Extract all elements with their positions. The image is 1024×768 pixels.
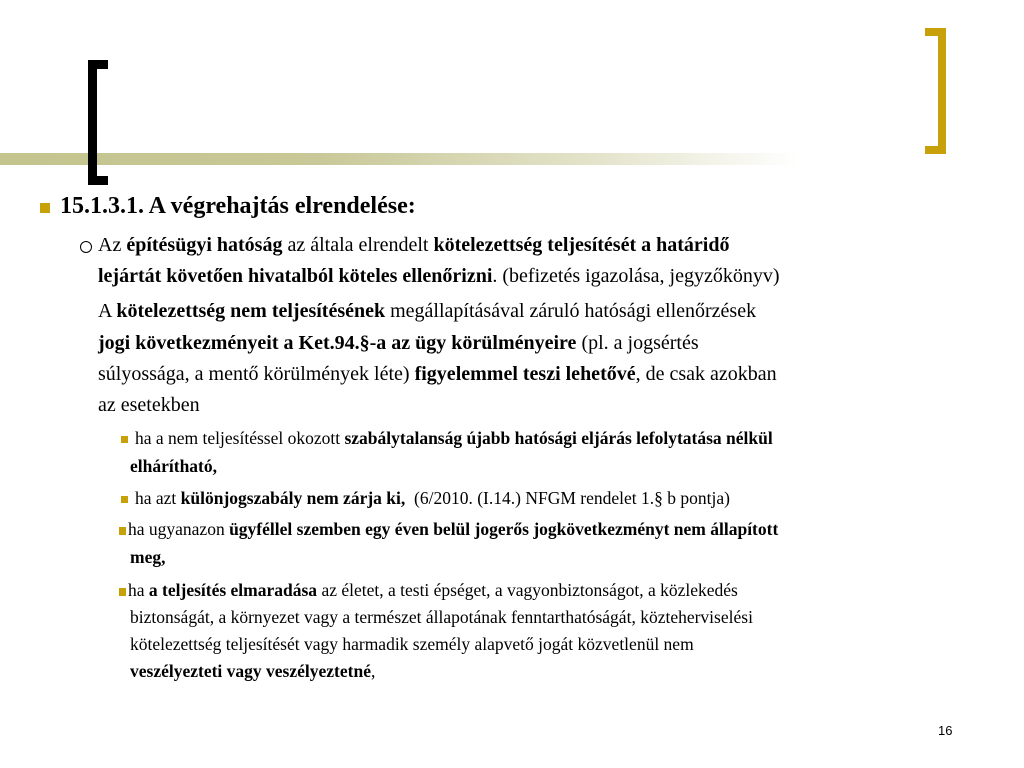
bold-text: építésügyi hatóság <box>126 234 283 256</box>
item-4-line-4 <box>130 661 375 682</box>
paragraph-2-line-3 <box>98 363 777 386</box>
paragraph-2-line-4: az esetekben <box>98 394 200 416</box>
bold-text: figyelemmel teszi lehetővé <box>414 363 636 385</box>
slide-title: 15.1.3.1. A végrehajtás elrendelése: <box>60 193 416 219</box>
text: súlyossága, a mentő körülmények léte) <box>98 363 415 385</box>
bold-text: ügyféllel szemben egy éven belül jogerős jogkövetkezményt nem állapított <box>229 519 779 539</box>
item-bullet-icon <box>121 436 128 443</box>
text: Az <box>98 234 127 256</box>
item-1-line-2: elhárítható, <box>130 456 218 476</box>
title-bullet-icon <box>40 203 50 213</box>
bold-text: kötelezettség nem teljesítésének <box>116 300 386 322</box>
text: megállapításával záruló hatósági ellenőrzések <box>385 300 757 322</box>
bold-text: a teljesítés elmaradása <box>148 580 318 600</box>
right-bracket-decoration <box>925 28 946 154</box>
item-1-line-1 <box>135 428 773 449</box>
item-4-line-3: kötelezettség teljesítését vagy harmadik személy alapvető jogát közvetlenül nem <box>130 634 694 654</box>
header-band <box>0 153 800 165</box>
text: az életet, a testi épséget, a vagyonbiztonságot, a közlekedés <box>317 580 738 600</box>
item-4-line-2: biztonságát, a környezet vagy a természet állapotának fenntarthatóságát, közteherviselési <box>130 607 753 627</box>
item-bullet-icon <box>121 496 128 503</box>
bold-text: kötelezettség teljesítését a határidő <box>433 234 730 256</box>
bold-text: szabálytalanság újabb hatósági eljárás lefolytatása nélkül <box>344 428 773 448</box>
text: . (befizetés igazolása, jegyzőkönyv) <box>492 265 780 287</box>
item-bullet-icon <box>119 527 126 535</box>
bold-text: különjogszabály nem zárja ki, <box>180 488 406 508</box>
bold-text: jogi következményeit a Ket.94.§-a az ügy körülményeire <box>98 332 577 354</box>
text: (pl. a jogsértés <box>576 332 699 354</box>
paragraph-2-line-2 <box>98 332 699 355</box>
text: ha azt <box>135 488 181 508</box>
text: (6/2010. (I.14.) NFGM rendelet 1.§ b pontja) <box>405 488 730 508</box>
text: A <box>98 300 117 322</box>
left-bracket-decoration <box>88 60 108 185</box>
text: ha a nem teljesítéssel okozott <box>135 428 345 448</box>
paragraph-1-line-2 <box>98 265 780 288</box>
item-bullet-icon <box>119 588 126 596</box>
bold-text: veszélyezteti vagy veszélyeztetné <box>130 661 371 681</box>
item-3-line-1 <box>128 519 778 540</box>
text: , de csak azokban <box>635 363 777 385</box>
text: ha ugyanazon <box>128 519 230 539</box>
paragraph-2-line-1 <box>98 300 756 323</box>
text: az általa elrendelt <box>282 234 434 256</box>
circle-bullet-icon <box>80 241 92 253</box>
paragraph-1-line-1 <box>98 234 729 257</box>
text: ha <box>128 580 149 600</box>
item-4-line-1 <box>128 580 738 601</box>
page-number: 16 <box>938 723 953 738</box>
item-2-line-1 <box>135 488 730 509</box>
text: , <box>370 661 376 681</box>
bold-text: lejártát követően hivatalból köteles ellenőrizni <box>98 265 493 287</box>
item-3-line-2: meg, <box>130 547 166 567</box>
